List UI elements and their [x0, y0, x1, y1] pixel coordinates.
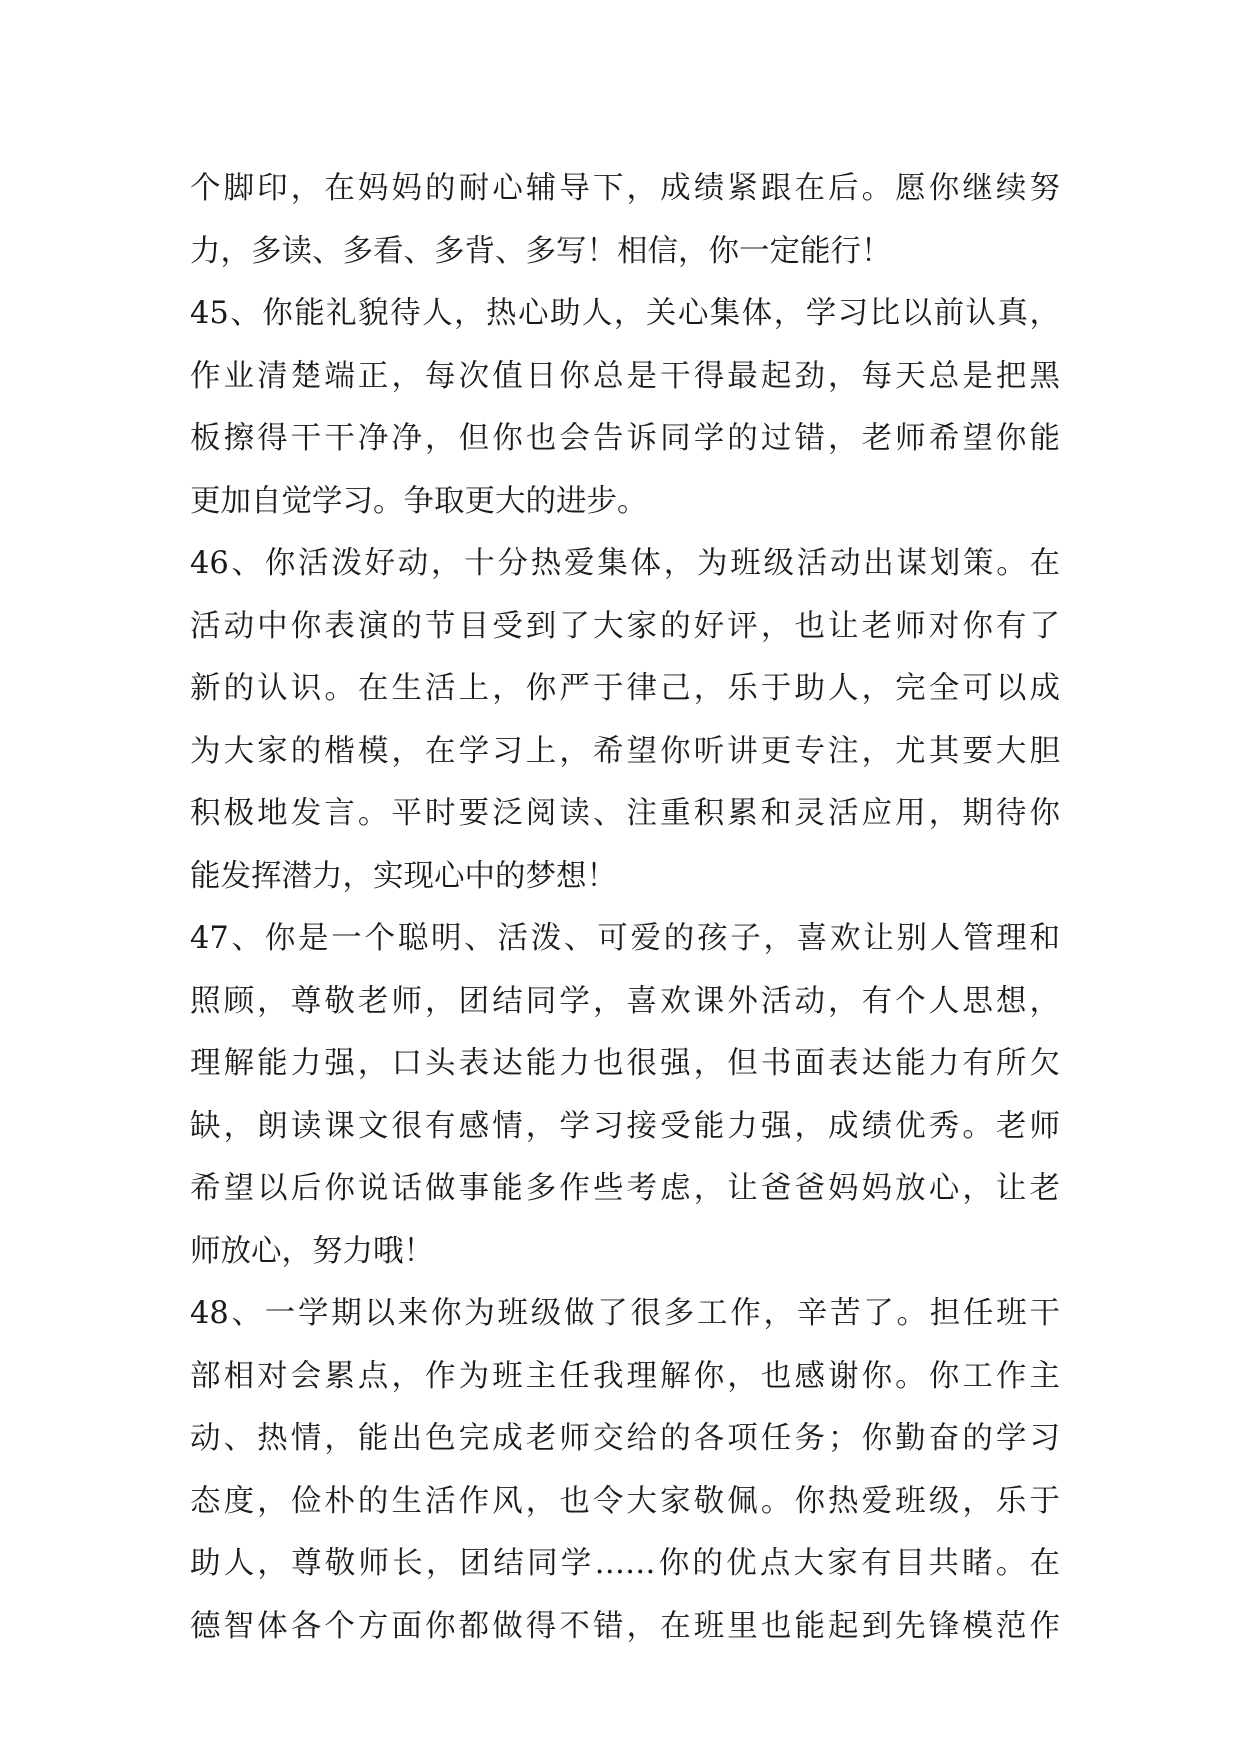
text-line: 板擦得干干净净，但你也会告诉同学的过错，老师希望你能	[190, 421, 1060, 456]
text-line: 活动中你表演的节目受到了大家的好评，也让老师对你有了	[190, 608, 1060, 644]
text-line: 助人，尊敬师长，团结同学……你的优点大家有目共睹。在	[190, 1546, 1060, 1581]
text-line: 理解能力强，口头表达能力也很强，但书面表达能力有所欠	[190, 1046, 1060, 1081]
body-text	[190, 158, 1060, 1658]
text-line: 动、热情，能出色完成老师交给的各项任务；你勤奋的学习	[190, 1421, 1060, 1456]
text-line: 态度，俭朴的生活作风，也令大家敬佩。你热爱班级，乐于	[190, 1483, 1060, 1519]
text-line: 能发挥潜力，实现心中的梦想！	[190, 858, 617, 894]
text-line: 45、你能礼貌待人，热心助人，关心集体，学习比以前认真，	[190, 296, 1060, 331]
text-line: 积极地发言。平时要泛阅读、注重积累和灵活应用，期待你	[190, 796, 1060, 831]
text-line: 部相对会累点，作为班主任我理解你，也感谢你。你工作主	[190, 1358, 1060, 1394]
text-line: 缺，朗读课文很有感情，学习接受能力强，成绩优秀。老师	[190, 1108, 1060, 1144]
text-line: 希望以后你说话做事能多作些考虑，让爸爸妈妈放心，让老	[190, 1171, 1060, 1206]
text-line: 为大家的楷模，在学习上，希望你听讲更专注，尤其要大胆	[190, 733, 1060, 769]
text-line: 新的认识。在生活上，你严于律己，乐于助人，完全可以成	[190, 671, 1060, 706]
text-line: 师放心，努力哦！	[190, 1233, 434, 1269]
text-line: 47、你是一个聪明、活泼、可爱的孩子，喜欢让别人管理和	[190, 921, 1060, 956]
text-line: 力，多读、多看、多背、多写！相信，你一定能行！	[190, 233, 892, 269]
text-line: 更加自觉学习。争取更大的进步。	[190, 483, 648, 519]
text-line: 照顾，尊敬老师，团结同学，喜欢课外活动，有个人思想，	[190, 983, 1060, 1019]
text-line: 个脚印，在妈妈的耐心辅导下，成绩紧跟在后。愿你继续努	[190, 171, 1060, 206]
text-line: 48、一学期以来你为班级做了很多工作，辛苦了。担任班干	[190, 1296, 1060, 1331]
text-line: 46、你活泼好动，十分热爱集体，为班级活动出谋划策。在	[190, 546, 1060, 581]
text-line: 德智体各个方面你都做得不错，在班里也能起到先锋模范作	[190, 1608, 1060, 1644]
text-line: 作业清楚端正，每次值日你总是干得最起劲，每天总是把黑	[190, 358, 1060, 394]
